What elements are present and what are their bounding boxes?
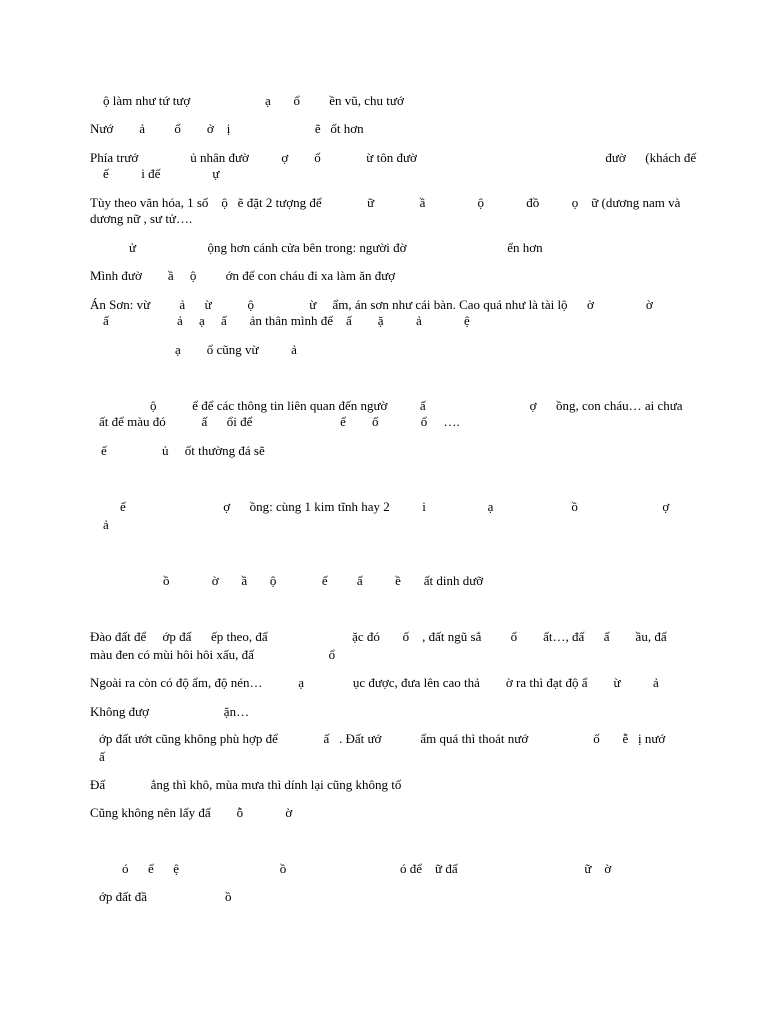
text-line: Phía trướ ủ nhân đườ ợ ổ ừ tôn đườ đườ (khách đế xyxy=(90,150,697,165)
text-line: ớp đất ướt cũng không phù hợp để ấ . Đất ướ ẩm quá thì thoát nướ ố ễ ị nướ xyxy=(99,731,666,746)
text-line: ó ế ệ ồ ó để ữ đấ ữ ờ xyxy=(122,861,612,876)
text-line: ộ ể để các thông tin liên quan đến ngườ ấ ợ ồng, con cháu… ai chưa xyxy=(150,398,683,413)
text-line: ế ủ ốt thường đá sẽ xyxy=(101,443,265,458)
text-line: ấ ả ạ ấ ản thân mình để ấ ặ ả ệ xyxy=(103,313,470,328)
text-line: ớp đất đầ ồ xyxy=(99,889,232,904)
text-line: Không đượ ặn… xyxy=(90,704,250,719)
text-line: Án Sơn: vừ ả ừ ộ ừ ẩm, án sơn như cái bàn. Cao quá như là tài lộ ờ ờ xyxy=(90,297,653,312)
text-line: ạ ổ cũng vừ ả xyxy=(175,342,297,357)
text-line: ế ợ ồng: cùng 1 kim tĩnh hay 2 i ạ ồ ợ xyxy=(120,499,670,514)
text-line: dương nữ , sư tử…. xyxy=(90,211,193,226)
text-line: ế i đế ự xyxy=(103,166,220,181)
text-line: màu đen có mùi hôi hôi xấu, đấ ổ xyxy=(90,647,336,662)
text-line: Tùy theo văn hóa, 1 số ộ ẽ đặt 2 tượng để ữ ầ ộ đồ ọ ữ (dương nam và xyxy=(90,195,681,210)
text-line: Ngoài ra còn có độ ẩm, độ nén… ạ ục được, đưa lên cao thả ờ ra thì đạt độ ẩ ừ ả xyxy=(90,675,659,690)
text-line: ả xyxy=(103,517,109,532)
text-line: ộ làm như tứ tượ ạ ổ ền vũ, chu tướ xyxy=(103,93,404,108)
text-line: Mình đườ ầ ộ ớn để con cháu đi xa làm ăn đượ xyxy=(90,268,396,283)
text-line: ất để màu đó ấ ổi để ể ố ổ …. xyxy=(99,414,460,429)
text-line: ấ xyxy=(99,749,105,764)
text-line: ử ộng hơn cánh cửa bên trong: người đờ ển hơn xyxy=(129,240,543,255)
text-line: Cũng không nên lấy đấ ỗ ờ xyxy=(90,805,293,820)
text-line: Đấ ẳng thì khô, mùa mưa thì dính lại cũng không tố xyxy=(90,777,402,792)
text-line: ồ ờ ầ ộ ế ấ ề ất dinh dưỡ xyxy=(163,573,484,588)
text-line: Nướ ả ố ở ị ẽ ốt hơn xyxy=(90,121,364,136)
text-line: Đào đất để ớp đấ ếp theo, đấ ặc đó ố , đất ngũ sắ ố ất…, đấ ấ ầu, đấ xyxy=(90,629,667,644)
